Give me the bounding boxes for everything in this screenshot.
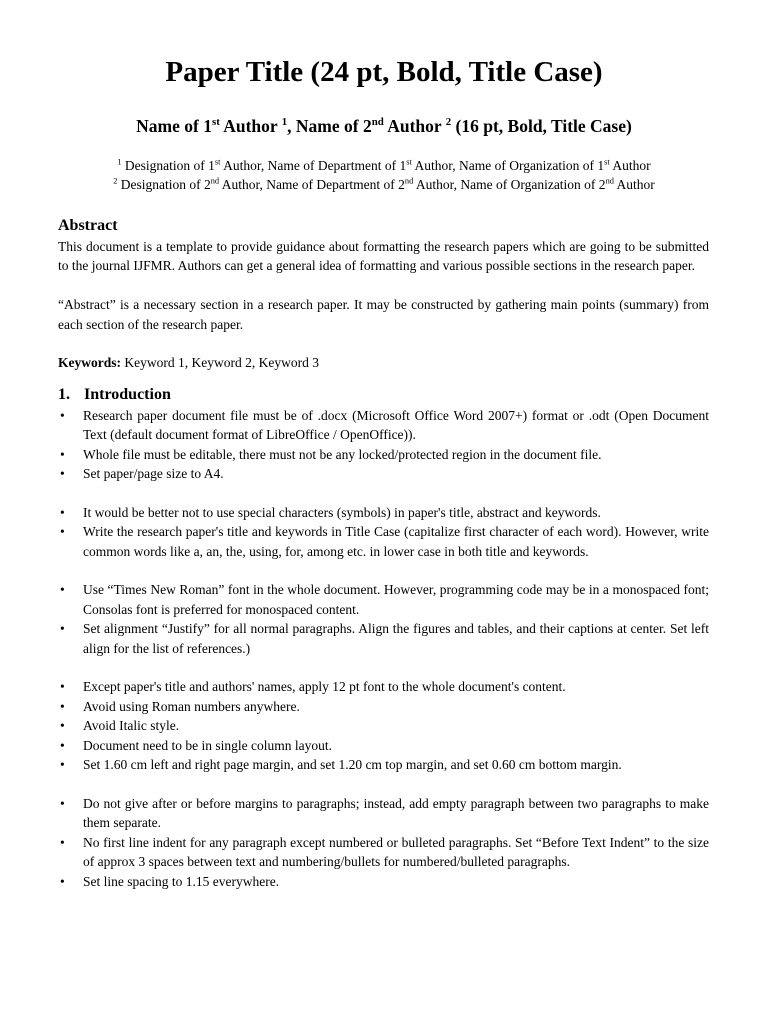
bullet-icon: • <box>60 679 65 695</box>
list-item-text: Avoid Italic style. <box>83 718 180 734</box>
bullet-icon: • <box>60 466 65 482</box>
list-item-text: Set line spacing to 1.15 everywhere. <box>83 873 280 889</box>
bullet-icon: • <box>60 407 65 423</box>
affiliation-1: $^1$ Designation of 1st Author, Name of Department of 1st Author, Name of Organization of 1st Author <box>117 157 651 173</box>
list-item-text: Whole file must be editable, there must not be any locked/protected region in the document file. <box>83 446 602 462</box>
bullet-icon: • <box>60 698 65 714</box>
bullet-icon: • <box>60 524 65 540</box>
list-item <box>58 833 709 872</box>
introduction-heading: 1. Introduction <box>58 384 709 406</box>
bullet-icon: • <box>60 757 65 773</box>
abstract-paragraph-2: “Abstract” is a necessary section in a research paper. It may be constructed by gathering main points (summary) from each section of the research paper. <box>58 297 709 332</box>
author-line: Name of 1st Author $^1$, Name of 2nd Author $^2$ (16 pt, Bold, Title Case) <box>136 116 632 136</box>
list-item <box>58 464 709 483</box>
introduction-list <box>58 406 709 891</box>
bullet-group <box>58 406 709 484</box>
bullet-icon: • <box>60 737 65 753</box>
document-body <box>58 215 709 891</box>
bullet-group <box>58 794 709 891</box>
keywords-value: Keyword 1, Keyword 2, Keyword 3 <box>121 355 319 371</box>
list-item-text: Do not give after or before margins to paragraphs; instead, add empty paragraph between two paragraphs to make them separate. <box>83 795 709 831</box>
abstract-heading: Abstract <box>58 217 118 234</box>
list-item <box>58 872 709 891</box>
bullet-icon: • <box>60 582 65 598</box>
bullet-group <box>58 503 709 561</box>
list-item-text: Avoid using Roman numbers anywhere. <box>83 698 300 714</box>
list-item-text: Except paper's title and authors' names, apply 12 pt font to the whole document's content. <box>83 679 566 695</box>
affiliation-2: $^2$ Designation of 2nd Author, Name of Department of 2nd Author, Name of Organization of 2nd Author <box>113 176 655 192</box>
bullet-icon: • <box>60 621 65 637</box>
bullet-group <box>58 677 709 774</box>
list-item <box>58 580 709 619</box>
affiliations <box>0 156 768 194</box>
list-item-text: Write the research paper's title and keywords in Title Case (capitalize first character of each word). However, write common words like a, an, the, using, for, among etc. in lower case in both title and keywords. <box>83 524 709 559</box>
author-1-name: Name of 1 <box>136 116 212 136</box>
list-item <box>58 755 709 774</box>
abstract-paragraph-1: This document is a template to provide guidance about formatting the research papers which are going to be submitted to the journal IJFMR. Authors can get a general idea of formatting and various possible sections in the research paper. <box>58 239 709 274</box>
list-item <box>58 522 709 561</box>
list-item <box>58 736 709 755</box>
bullet-icon: • <box>60 873 65 889</box>
list-item-text: No first line indent for any paragraph except numbered or bulleted paragraphs. Set “Before Text Indent” to the size of approx 3 spaces between text and numbering/bullets for numbered/bulleted paragraphs. <box>83 834 709 870</box>
section-number: 1. <box>58 385 70 403</box>
bullet-group <box>58 580 709 658</box>
bullet-icon: • <box>60 446 65 462</box>
list-item <box>58 445 709 464</box>
list-item <box>58 677 709 696</box>
list-item <box>58 503 709 522</box>
bullet-icon: • <box>60 504 65 520</box>
author-2-name: , Name of 2 <box>287 116 372 136</box>
list-item <box>58 406 709 445</box>
list-item-text: Use “Times New Roman” font in the whole document. However, programming code may be in a monospaced font; Consolas font is preferred for monospaced content. <box>83 582 709 617</box>
list-item-text: Set paper/page size to A4. <box>83 466 224 482</box>
list-item <box>58 619 709 658</box>
list-item-text: Document need to be in single column layout. <box>83 737 332 753</box>
bullet-icon: • <box>60 834 65 850</box>
keywords-label: Keywords: <box>58 355 121 371</box>
paper-title: Paper Title (24 pt, Bold, Title Case) <box>165 56 603 88</box>
list-item-text: Research paper document file must be of .docx (Microsoft Office Word 2007+) format or .odt (Open Document Text (default document format of LibreOffice / OpenOffice)). <box>83 407 709 443</box>
list-item-text: Set 1.60 cm left and right page margin, and set 1.20 cm top margin, and set 0.60 cm bottom margin. <box>83 757 622 773</box>
list-item <box>58 697 709 716</box>
list-item <box>58 794 709 833</box>
keywords-line <box>58 353 709 372</box>
bullet-icon: • <box>60 795 65 811</box>
bullet-icon: • <box>60 718 65 734</box>
list-item-text: It would be better not to use special characters (symbols) in paper's title, abstract and keywords. <box>83 504 601 520</box>
list-item <box>58 716 709 735</box>
list-item-text: Set alignment “Justify” for all normal paragraphs. Align the figures and tables, and their captions at center. Set left align for the list of references.) <box>83 621 709 656</box>
